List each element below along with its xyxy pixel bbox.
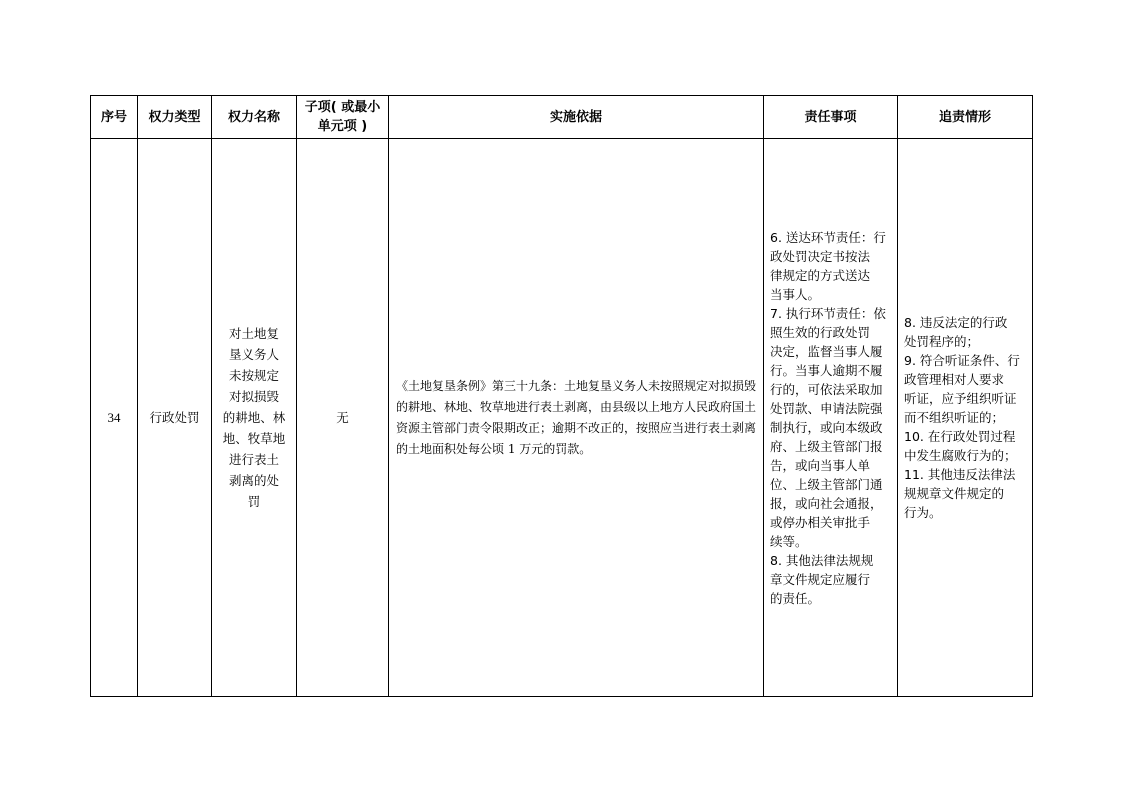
responsibility-line: 章文件规定应履行 — [770, 571, 871, 587]
cell-responsibility — [764, 139, 898, 697]
responsibility-line: 当事人。 — [770, 286, 821, 302]
responsibility-line: 8. 其他法律法规规 — [770, 552, 874, 568]
cell-power-name — [212, 139, 297, 697]
responsibility-line: 照生效的行政处罚 — [770, 324, 871, 340]
responsibility-line: 府、上级主管部门报 — [770, 438, 883, 454]
accountability-line: 10. 在行政处罚过程 — [904, 429, 1016, 444]
responsibility-line: 律规定的方式送达 — [770, 267, 871, 283]
responsibility-line: 7. 执行环节责任：依 — [770, 305, 886, 321]
accountability-line: 处罚程序的； — [904, 334, 980, 349]
header-responsibility: 责任事项 — [764, 96, 898, 139]
power-name-line: 未按规定 — [228, 368, 279, 383]
power-name-line: 进行表土 — [228, 452, 279, 467]
responsibility-line: 处罚款、申请法院强 — [770, 400, 883, 416]
responsibility-line: 的责任。 — [770, 590, 821, 606]
power-name-line: 罚 — [247, 494, 261, 509]
responsibility-line: 报，或向社会通报， — [770, 495, 883, 511]
accountability-line: 中发生腐败行为的； — [904, 448, 1017, 463]
accountability-line: 听证，应予组织听证 — [904, 391, 1017, 406]
responsibility-line: 告，或向当事人单 — [770, 457, 871, 473]
accountability-line: 8. 违反法定的行政 — [904, 315, 1008, 330]
header-power-type: 权力类型 — [138, 96, 212, 139]
power-name-line: 地、牧草地 — [222, 431, 286, 446]
responsibility-line: 或停办相关审批手 — [770, 514, 871, 530]
accountability-line: 而不组织听证的； — [904, 410, 1005, 425]
accountability-line: 行为。 — [904, 505, 942, 520]
power-list-table — [90, 95, 1033, 697]
responsibility-line: 行。当事人逾期不履 — [770, 362, 883, 378]
accountability-line: 政管理相对人要求 — [904, 372, 1005, 387]
responsibility-line: 行的，可依法采取加 — [770, 381, 883, 397]
table-row — [91, 139, 1033, 697]
responsibility-line: 政处罚决定书按法 — [770, 248, 871, 264]
accountability-line: 11. 其他违反法律法 — [904, 467, 1016, 482]
responsibility-line: 6. 送达环节责任：行 — [770, 229, 886, 245]
responsibility-line: 制执行，或向本级政 — [770, 419, 883, 435]
cell-basis: 《土地复垦条例》第三十九条：土地复垦义务人未按照规定对拟损毁的耕地、林地、牧草地进行表土剥离，由县级以上地方人民政府国土资源主管部门责令限期改正；逾期不改正的，按照应当进行表土剥离的土地面积处每公顷 1 万元的罚款。 — [389, 139, 764, 697]
accountability-line: 规规章文件规定的 — [904, 486, 1005, 501]
header-seq: 序号 — [91, 96, 138, 139]
power-name-line: 对土地复 — [228, 326, 279, 341]
cell-accountability — [898, 139, 1033, 697]
header-row — [91, 96, 1033, 139]
cell-seq: 34 — [91, 139, 138, 697]
header-accountability: 追责情形 — [898, 96, 1033, 139]
header-basis: 实施依据 — [389, 96, 764, 139]
cell-sub-item: 无 — [297, 139, 389, 697]
responsibility-line: 位、上级主管部门通 — [770, 476, 883, 492]
responsibility-line: 续等。 — [770, 533, 808, 549]
responsibility-line: 决定，监督当事人履 — [770, 343, 883, 359]
power-name-line: 的耕地、林 — [222, 410, 286, 425]
accountability-line: 9. 符合听证条件、行 — [904, 353, 1020, 368]
power-name-line: 对拟损毁 — [228, 389, 279, 404]
power-name-line: 剥离的处 — [228, 473, 279, 488]
cell-power-type: 行政处罚 — [138, 139, 212, 697]
power-name-line: 垦义务人 — [228, 347, 279, 362]
header-sub-item: 子项( 或最小 单元项 ) — [297, 96, 389, 139]
header-power-name: 权力名称 — [212, 96, 297, 139]
